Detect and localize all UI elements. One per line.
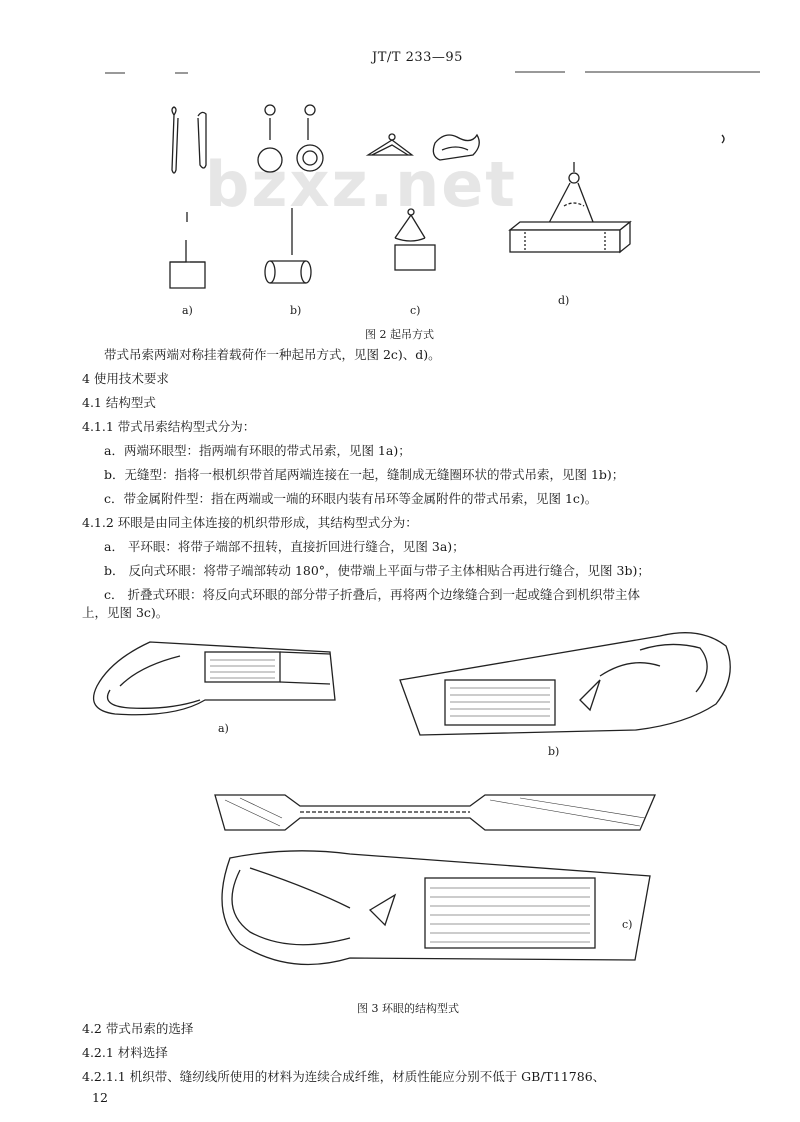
clause: 4.1.1 带式吊索结构型式分为： (82, 419, 256, 434)
fig3b-reverse-eye (400, 633, 730, 735)
fig3-label-a: a) (218, 722, 229, 735)
section-heading: 4 使用技术要求 (82, 371, 169, 386)
list-item: a． 平环眼：将带子端部不扭转，直接折回进行缝合，见图 3a)； (104, 539, 465, 554)
watermark: bzxz.net (205, 148, 517, 221)
section-heading: 4.2 带式吊索的选择 (82, 1021, 194, 1036)
section-heading: 4.1 结构型式 (82, 395, 156, 410)
section-heading: 4.2.1 材料选择 (82, 1045, 168, 1060)
fig2-label-c: c) (410, 304, 421, 317)
fig2-label-a: a) (182, 304, 193, 317)
list-item-continuation: 上，见图 3c)。 (82, 605, 169, 620)
list-item: b． 反向式环眼：将带子端部转动 180°，使带端上平面与带子主体相贴合再进行缝合，见图 3b)； (104, 563, 650, 578)
fig3-label-b: b) (548, 745, 560, 758)
standard-number: JT/T 233—95 (372, 50, 463, 65)
fig3a-flat-eye (94, 642, 335, 715)
figure2-caption: 图 2 起吊方式 (365, 328, 434, 341)
page-number: 12 (92, 1090, 108, 1105)
paragraph: 带式吊索两端对称挂着载荷作一种起吊方式，见图 2c)、d)。 (104, 347, 441, 362)
list-item: a．两端环眼型：指两端有环眼的带式吊索，见图 1a)； (104, 443, 411, 458)
list-item: b．无缝型：指将一根机织带首尾两端连接在一起，缝制成无缝圈环状的带式吊索，见图 1b)； (104, 467, 625, 482)
fig2-label-d: d) (558, 294, 570, 307)
clause: 4.2.1.1 机织带、缝纫线所使用的材料为连续合成纤维，材质性能应分别不低于 GB/T11786、 (82, 1069, 606, 1084)
fig3c-folded-eye (222, 851, 650, 965)
list-item: c．带金属附件型：指在两端或一端的环眼内装有吊环等金属附件的带式吊索，见图 1c)。 (104, 491, 598, 506)
list-item: c． 折叠式环眼：将反向式环眼的部分带子折叠后，再将两个边缘缝合到一起或缝合到机织带主体 (104, 587, 640, 602)
clause: 4.1.2 环眼是由同主体连接的机织带形成，其结构型式分为： (82, 515, 418, 530)
fig3c-folded-strip (215, 795, 655, 830)
fig2-label-b: b) (290, 304, 302, 317)
fig3-label-c: c) (622, 918, 633, 931)
figure3-caption: 图 3 环眼的结构型式 (357, 1002, 459, 1015)
